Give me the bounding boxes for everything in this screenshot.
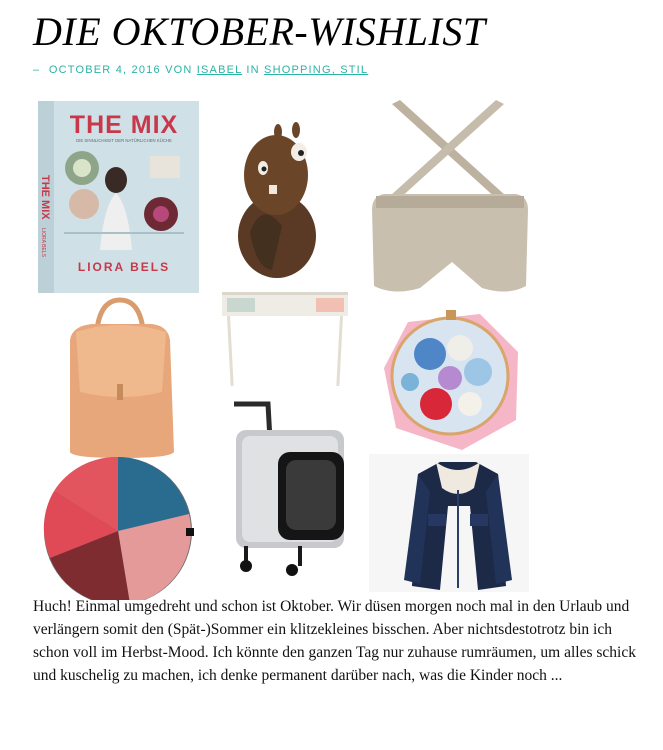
post-excerpt: Huch! Einmal umgedreht und schon ist Oktober. Wir düsen morgen noch mal in den Urlaub und verlängern somit den (Spät-)Sommer ein klitzekleines bisschen. Aber nichtsdestotrotz bin ich schon voll im Herbst-Mood. Ich könnte den ganzen Tag nur zuhause rumräumen, um alles schick und kuschelig zu machen, ich denke permanent darüber nach, was die Kinder noch ... xyxy=(33,598,636,684)
meta-dash: – xyxy=(33,64,41,76)
book-subtitle: DIE SINNLICHKEIT DER NATÜRLICHEN KÜCHE xyxy=(76,138,172,143)
category-links[interactable]: SHOPPING, STIL xyxy=(264,64,369,76)
book-title: THE MIX xyxy=(69,111,179,139)
suitcase-stroller-image[interactable] xyxy=(234,404,344,576)
post-title[interactable]: DIE OKTOBER-WISHLIST xyxy=(33,9,486,54)
meta-in: IN xyxy=(246,64,260,76)
embroidery-hoop-image[interactable] xyxy=(384,310,518,450)
knit-shorts-image[interactable] xyxy=(372,100,528,292)
meta-by: VON xyxy=(165,64,193,76)
book-image[interactable] xyxy=(38,101,199,293)
jacket-image[interactable] xyxy=(369,454,529,592)
crochet-toy-image[interactable] xyxy=(238,122,316,278)
author-link[interactable]: ISABEL xyxy=(196,64,243,76)
book-spine-author: LIORA BELS xyxy=(40,228,46,257)
desk-image[interactable] xyxy=(222,292,348,386)
backpack-image[interactable] xyxy=(70,300,174,458)
round-pouf-image[interactable] xyxy=(44,457,194,600)
post-date: OCTOBER 4, 2016 xyxy=(48,64,161,76)
book-author: LIORA BELS xyxy=(77,260,171,274)
book-spine: THE MIX xyxy=(39,175,51,220)
